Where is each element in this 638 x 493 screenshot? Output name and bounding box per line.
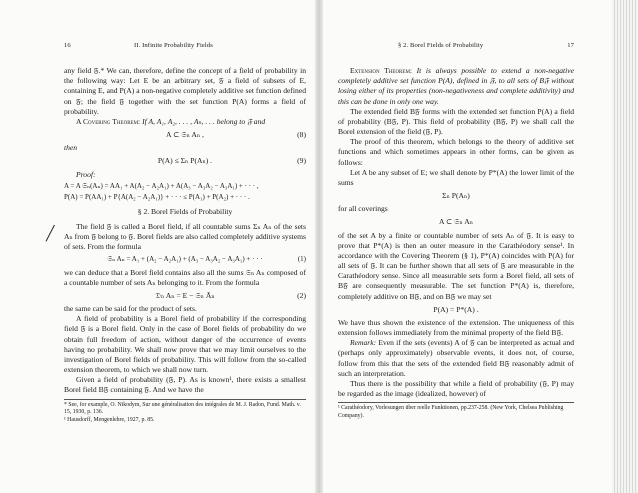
equation-2 (64, 291, 306, 301)
then-label: then (64, 143, 78, 153)
left-para-1 (64, 66, 306, 117)
footnote-caratheodory: ¹ Carathéodory, Vorlesungen über reelle Funktionen, pp.237-258. (New York, Chelsea Publishing Company). (338, 405, 564, 419)
remark-text: Even if the sets (events) A of 𝔉 can be interpreted as actual and (perhaps only approximately) observable events, it does not, of course, follow from this that the sets of the extended field B𝔉 reasonably admit of such an interpretation. (338, 338, 574, 378)
proof-label: Proof: (76, 169, 96, 179)
equation-sum: Σₙ P(Aₙ) (442, 191, 470, 201)
field-definition-text: any field 𝔉.* We can, therefore, define the concept of a field of probability in the following way: Let E be an arbitrary set, 𝔉 a field of subsets of E, containing E, and P(A) a non-negative completely additive set function defined on 𝔉; the field 𝔉 together with the set function P(A) forms a field of probability. (64, 66, 306, 116)
left-page-number: 16 (64, 42, 71, 49)
equation-1 (64, 255, 306, 264)
left-para-4: the same can be said for the product of sets. (64, 304, 197, 314)
equation-9 (64, 156, 306, 166)
equation-p-star: P(A) = P*(A) . (433, 304, 479, 314)
right-page-number: 17 (567, 42, 574, 49)
left-running-head: II. Infinite Probability Fields (134, 42, 213, 49)
right-para-3: Let A be any subset of E; we shall denote by P*(A) the lower limit of the sums (338, 167, 574, 187)
left-footnotes (64, 399, 306, 425)
left-page-body (64, 66, 306, 424)
covering-theorem-label: A Covering Theorem: (76, 116, 141, 126)
right-footnotes (338, 402, 574, 420)
proof-line-1: A = A 𝔖ₙ(Aₙ) = AA₁ + A(A₂ − A₂A₁) + A(A₃ − A₃A₂ − A₃A₁) + · · · , (64, 181, 259, 190)
covering-theorem-text: If A, A₁, A₂, . . . , Aₙ, . . . belong to 𝔉 and (142, 116, 266, 126)
left-para-3: we can deduce that a Borel field contains also all the sums 𝔖ₙ Aₙ composed of a countable number of sets Aₙ belonging to it. From the formula (64, 267, 306, 287)
right-para-5: We have thus shown the existence of the extension. The uniqueness of this extension follows immediately from the minimal property of the field B𝔉. (338, 317, 574, 338)
right-para-2: The proof of this theorem, which belongs to the theory of additive set functions and which sometimes appears in other forms, can be given as follows: (338, 137, 574, 167)
right-page-body (338, 66, 574, 420)
left-para-6: Given a field of probability (𝔉, P). As is known¹, there exists a smallest Borel field B𝔉 containing 𝔉. And we have the (64, 375, 306, 395)
equation-8-number: (8) (297, 130, 306, 140)
covering-theorem (64, 117, 306, 127)
remark-label: Remark: (350, 338, 377, 348)
equation-2-body: 𝔇ₙ Aₙ = E − 𝔖ₙ Āₙ (155, 290, 215, 300)
for-all-coverings: for all coverings (338, 204, 388, 214)
section-heading: § 2. Borel Fields of Probability (137, 207, 233, 217)
equation-cover: A ⊂ 𝔖ₙ Aₙ (438, 217, 474, 227)
remark (338, 338, 574, 379)
right-running-head: § 2. Borel Fields of Probability (398, 42, 484, 49)
equation-2-number: (2) (297, 290, 306, 300)
footnote-nikodym: * See, for example, O. Nikodym, Sur une généralisation des intégrales de M. J. Radon, Fund. Math. v. 15, 1930, p. 136. (64, 401, 301, 416)
page-edges (612, 0, 638, 493)
right-para-6: Thus there is the possibility that while a field of probability (𝔉, P) may be regarded as the image (idealized, however) of (338, 378, 574, 399)
left-para-5: A field of probability is a Borel field of probability if the corresponding field 𝔉 is a Borel field. Only in the case of Borel fields of probability do we obtain full freedom of action, without danger of the occurrence of events having no probability. We shall now prove that we may limit ourselves to the investigation of Borel fields of probability. This will follow from the so-called extension theorem, to which we shall now turn. (64, 314, 306, 375)
equation-8 (64, 130, 306, 140)
equation-1-body: 𝔖ₙ Aₙ = A₁ + (A₂ − A₂A₁) + (A₃ − A₃A₂ − A₃A₁) + · · · (107, 255, 263, 264)
equation-8-body: A ⊂ 𝔖ₙ Aₙ , (166, 130, 204, 140)
margin-pen-mark: ╱ (46, 227, 55, 242)
equation-9-body: P(A) ≤ Σₙ P(Aₙ) . (157, 156, 213, 166)
borel-field-definition: The field 𝔉 is called a Borel field, if all countable sums Σₙ Aₙ of the sets Aₙ from 𝔉 belong to 𝔉. Borel fields are also called completely additive systems of sets. From the formula (64, 221, 306, 251)
equation-1-number: (1) (297, 255, 306, 264)
right-para-4: of the set A by a finite or countable number of sets Aₙ of 𝔉. It is easy to prove that P*(A) is then an outer measure in the Carathéodory sense¹. In accordance with the Covering Theorem (§ 1), P*(A) coincides with P(A) for all sets of 𝔉. It can be further shown that all sets of 𝔉 are measurable in the Carathéodory sense. Since all measurable sets form a Borel field, all sets of B𝔉 are consequently measurable. The set function P*(A) is, therefore, completely additive on B𝔉, and on B𝔉 we may set (338, 230, 574, 301)
equation-9-number: (9) (297, 156, 306, 166)
extension-theorem-text: It is always possible to extend a non-negative completely additive set function P(A), defined in 𝔉, to all sets of B𝔉 without losing either of its properties (non-negativeness and complete additivity) and this can be done in only one way. (338, 66, 574, 106)
right-para-1: The extended field B𝔉 forms with the extended set function P(A) a field of probability (B𝔉, P). This field of probability (B𝔉, P) we shall call the Borel extension of the field (𝔉, P). (338, 106, 574, 137)
extension-theorem (338, 66, 574, 107)
proof-line-2: P(A) = P(AA₁) + P{A(A₂ − A₂A₁)} + · · · ≤ P(A₁) + P(A₂) + · · · . (64, 193, 250, 202)
footnote-hausdorff: ¹ Hausdorff, Mengenlehre, 1927, p. 85. (64, 416, 155, 423)
book-gutter (315, 0, 323, 493)
extension-theorem-label: Extension Theorem: (350, 66, 412, 75)
